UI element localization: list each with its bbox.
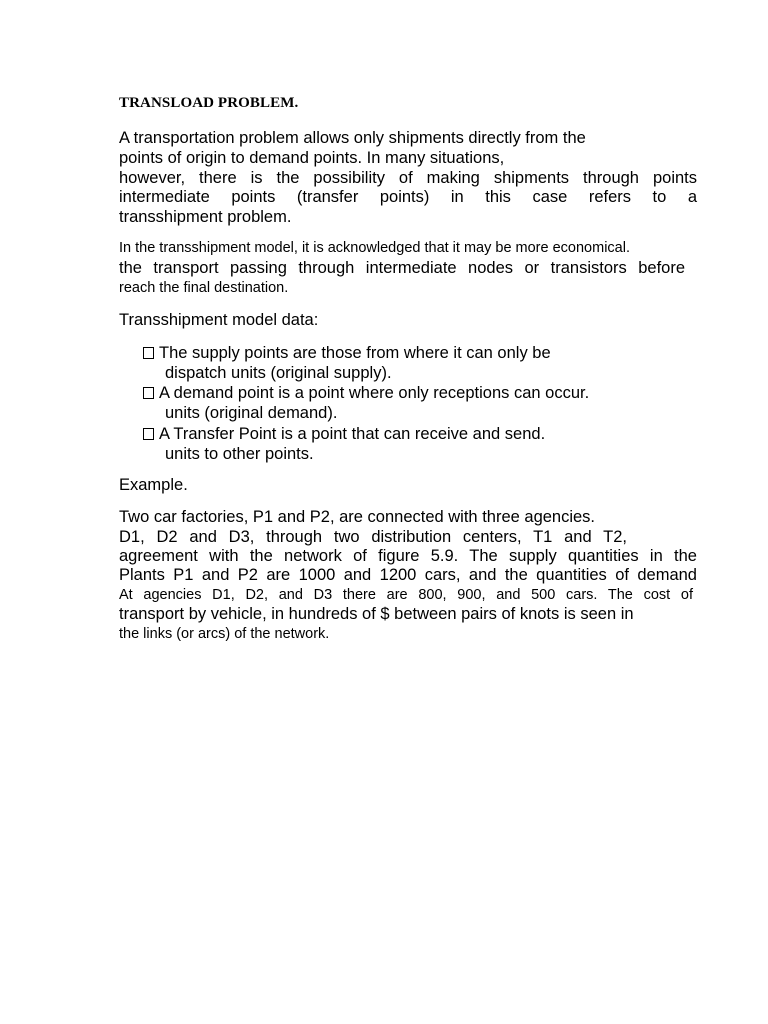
bullet-continuation: dispatch units (original supply). (165, 364, 392, 382)
bullet-continuation: units (original demand). (165, 404, 338, 422)
bullet-continuation: units to other points. (165, 445, 314, 463)
example-line: transport by vehicle, in hundreds of $ between pairs of knots is seen in (119, 605, 634, 623)
intro-line: however, there is the possibility of making shipments through points (119, 169, 697, 187)
bullet-text: The supply points are those from where it can only be (159, 344, 551, 362)
bullet-item (143, 424, 545, 444)
intro-line: transshipment problem. (119, 208, 292, 226)
example-line: D1, D2 and D3, through two distribution centers, T1 and T2, (119, 528, 627, 546)
model-heading: Transshipment model data: (119, 311, 319, 329)
bullet-text: A Transfer Point is a point that can receive and send. (159, 425, 546, 443)
example-line: Plants P1 and P2 are 1000 and 1200 cars, and the quantities of demand (119, 566, 697, 584)
example-line: Two car factories, P1 and P2, are connected with three agencies. (119, 508, 596, 526)
note-line: reach the final destination. (119, 280, 289, 296)
example-line: the links (or arcs) of the network. (119, 626, 330, 642)
intro-line: points of origin to demand points. In many situations, (119, 149, 505, 167)
square-bullet-icon (143, 347, 154, 359)
intro-line: intermediate points (transfer points) in this case refers to a (119, 188, 697, 206)
note-line: the transport passing through intermediate nodes or transistors before (119, 259, 685, 277)
square-bullet-icon (143, 387, 154, 399)
bullet-text: A demand point is a point where only receptions can occur. (159, 384, 590, 402)
bullet-item (143, 343, 551, 363)
intro-line: A transportation problem allows only shipments directly from the (119, 129, 586, 147)
example-line: agreement with the network of figure 5.9. The supply quantities in the (119, 547, 697, 565)
note-line: In the transshipment model, it is acknowledged that it may be more economical. (119, 240, 630, 256)
bullet-item (143, 383, 589, 403)
document-title: TRANSLOAD PROBLEM. (119, 95, 299, 111)
square-bullet-icon (143, 428, 154, 440)
example-heading: Example. (119, 476, 188, 494)
example-line: At agencies D1, D2, and D3 there are 800, 900, and 500 cars. The cost of (119, 587, 693, 603)
